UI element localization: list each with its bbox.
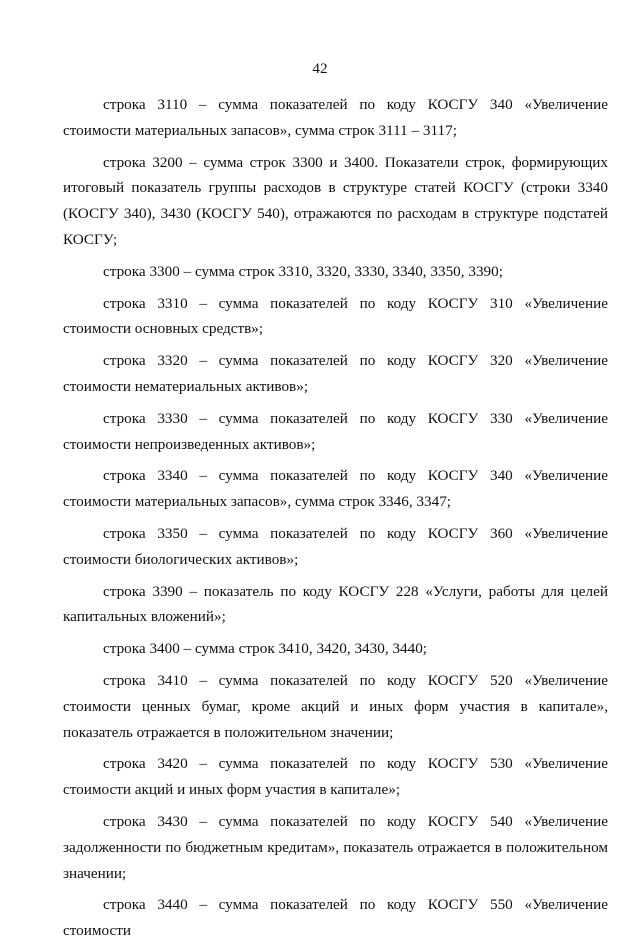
page-number: 42 — [312, 60, 328, 77]
paragraph-line-3440: строка 3440 – сумма показателей по коду КОСГУ 550 «Увеличение стоимости — [63, 896, 608, 940]
paragraph-line-3430: строка 3430 – сумма показателей по коду КОСГУ 540 «Увеличение задолженности по бюджетным кредитам», показатель отражается в положительном значении; — [63, 812, 608, 882]
paragraph-line-3310: строка 3310 – сумма показателей по коду КОСГУ 310 «Увеличение стоимости основных средств»; — [63, 294, 608, 338]
paragraph-line-3350: строка 3350 – сумма показателей по коду КОСГУ 360 «Увеличение стоимости биологических активов»; — [63, 524, 608, 568]
paragraph-line-3110: строка 3110 – сумма показателей по коду КОСГУ 340 «Увеличение стоимости материальных запасов», сумма строк 3111 – 3117; — [63, 96, 608, 139]
paragraph-line-3420: строка 3420 – сумма показателей по коду КОСГУ 530 «Увеличение стоимости акций и иных форм участия в капитале»; — [63, 755, 608, 799]
paragraph-line-3300: строка 3300 – сумма строк 3310, 3320, 3330, 3340, 3350, 3390; — [103, 262, 503, 280]
paragraph-line-3390: строка 3390 – показатель по коду КОСГУ 228 «Услуги, работы для целей капитальных вложений»; — [63, 582, 608, 626]
paragraph-line-3200: строка 3200 – сумма строк 3300 и 3400. Показатели строк, формирующих итоговый показатель группы расходов в структуре статей КОСГУ (строки 3340 (КОСГУ 340), 3430 (КОСГУ 540), отражаются по расходам в структуре подстатей КОСГУ; — [63, 153, 608, 248]
paragraph-line-3340: строка 3340 – сумма показателей по коду КОСГУ 340 «Увеличение стоимости материальных запасов», сумма строк 3346, 3347; — [63, 467, 608, 511]
paragraph-line-3400: строка 3400 – сумма строк 3410, 3420, 3430, 3440; — [103, 640, 428, 658]
document-body — [63, 92, 608, 950]
paragraph-line-3320: строка 3320 – сумма показателей по коду КОСГУ 320 «Увеличение стоимости нематериальных активов»; — [63, 352, 608, 395]
paragraph-line-3330: строка 3330 – сумма показателей по коду КОСГУ 330 «Увеличение стоимости непроизведенных активов»; — [63, 409, 608, 453]
paragraph-line-3410: строка 3410 – сумма показателей по коду КОСГУ 520 «Увеличение стоимости ценных бумаг, кроме акций и иных форм участия в капитале», показатель отражается в положительном значении; — [63, 671, 608, 741]
